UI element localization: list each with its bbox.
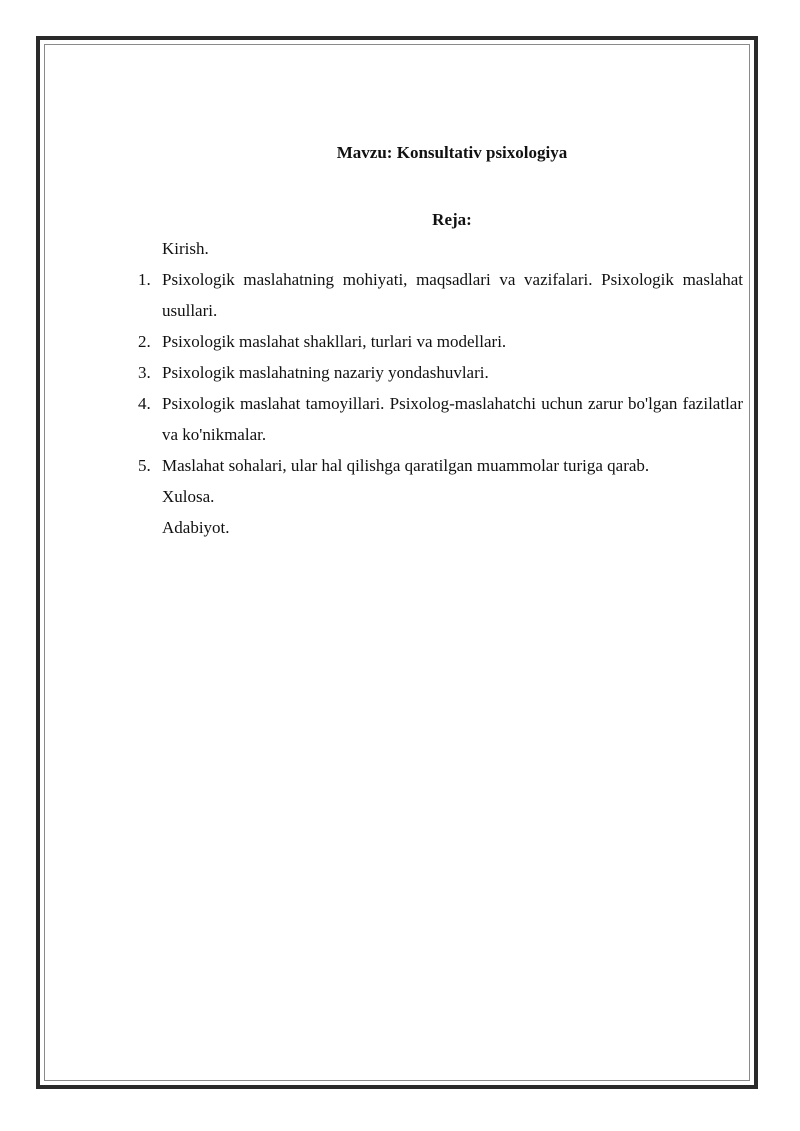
plan-item-5 — [130, 450, 743, 481]
plan-item-1 — [130, 264, 743, 326]
plan-item-4 — [130, 388, 743, 450]
plan-item-3 — [130, 357, 743, 388]
plan-item-number: 2. — [138, 332, 151, 351]
plan-intro-text: Kirish. — [162, 239, 209, 258]
plan-conclusion-text: Xulosa. — [162, 487, 215, 506]
plan-item-text: Psixologik maslahat tamoyillari. Psixolog-maslahatchi uchun zarur bo'lgan fazilatlar va ko'nikmalar. — [162, 394, 743, 444]
plan-item-2 — [130, 326, 743, 357]
page-border-inner — [44, 44, 750, 1081]
plan-item-text: Psixologik maslahatning nazariy yondashuvlari. — [162, 363, 489, 382]
plan-references-text: Adabiyot. — [162, 518, 230, 537]
plan-item-number: 4. — [138, 394, 151, 413]
plan-item-number: 3. — [138, 363, 151, 382]
plan-references — [130, 512, 743, 543]
plan-item-number: 5. — [138, 456, 151, 475]
plan-list — [130, 233, 743, 543]
plan-item-text: Maslahat sohalari, ular hal qilishga qaratilgan muammolar turiga qarab. — [162, 456, 650, 475]
plan-conclusion — [130, 481, 743, 512]
plan-heading: Reja: — [432, 210, 472, 229]
plan-item-number: 1. — [138, 270, 151, 289]
document-title: Mavzu: Konsultativ psixologiya — [336, 143, 568, 162]
plan-item-text: Psixologik maslahat shakllari, turlari va modellari. — [162, 332, 507, 351]
page-border — [36, 36, 758, 1089]
plan-item-text: Psixologik maslahatning mohiyati, maqsadlari va vazifalari. Psixologik maslahat usullari. — [162, 270, 743, 320]
plan-intro — [130, 233, 743, 264]
